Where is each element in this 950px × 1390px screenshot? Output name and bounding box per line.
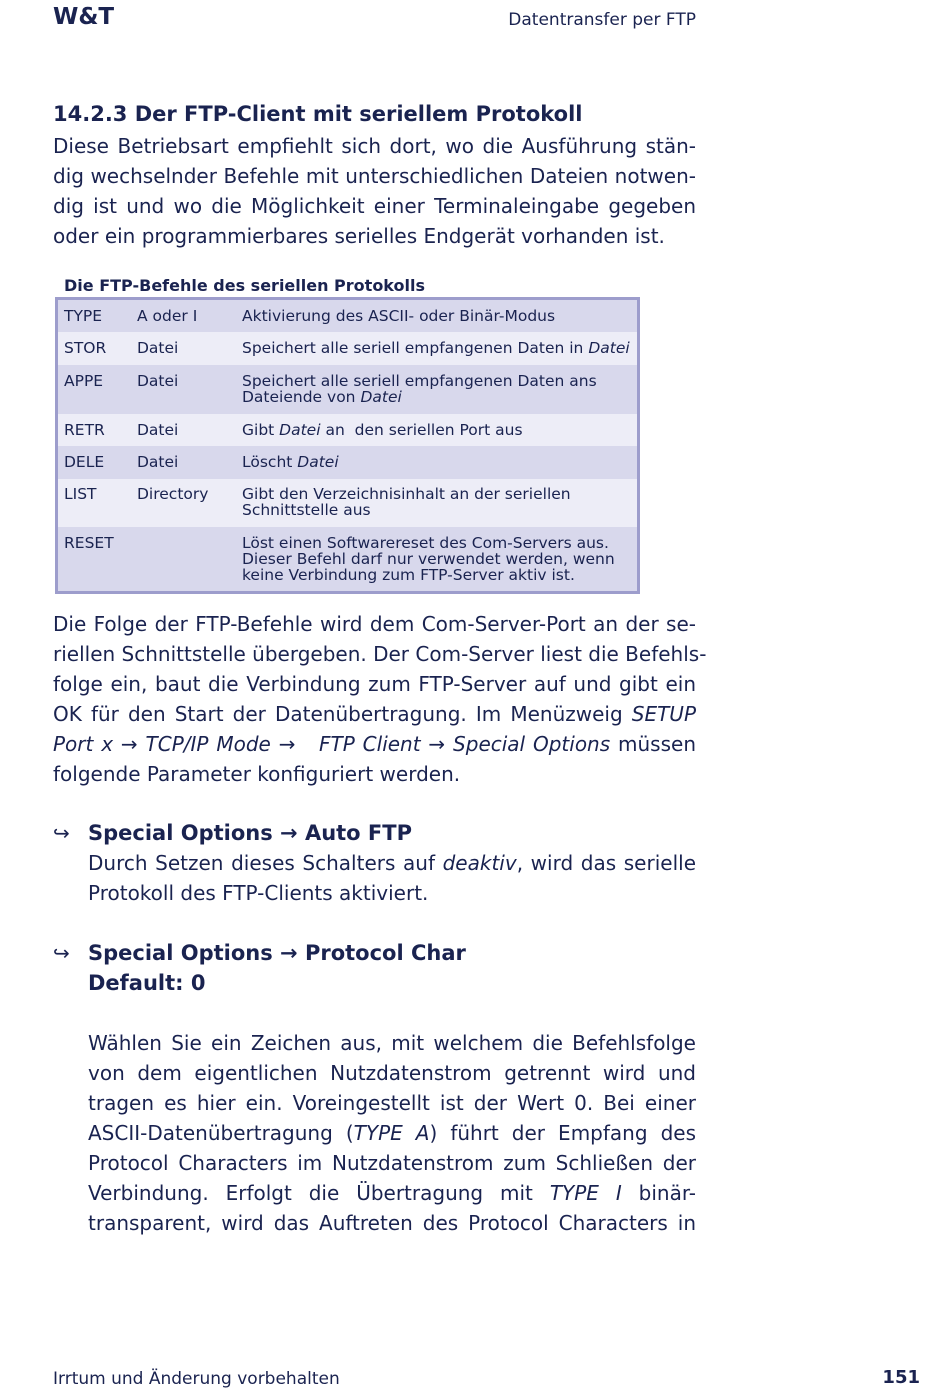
table-row (58, 332, 637, 365)
option-description (88, 1028, 696, 1238)
intro-line: dig wechselnder Befehle mit unterschiedlichen Dateien notwen- (53, 164, 696, 188)
page-number: 151 (882, 1367, 920, 1388)
command-cell: TYPE (64, 307, 103, 325)
intro-line: dig ist und wo die Möglichkeit einer Terminaleingabe gegeben (53, 194, 696, 218)
command-cell: APPE (64, 372, 104, 390)
table-row (58, 527, 637, 591)
running-head: Datentransfer per FTP (508, 10, 696, 30)
intro-line: oder ein programmierbares serielles Endgerät vorhanden ist. (53, 224, 665, 248)
argument-cell: A oder I (137, 307, 198, 325)
command-cell: RETR (64, 421, 105, 439)
argument-cell: Datei (137, 339, 179, 357)
hook-arrow-icon: ↪ (53, 821, 70, 845)
paragraph-line: Port x → TCP/IP Mode → FTP Client → Special Options müssen (53, 732, 696, 756)
option-heading: Special Options → Protocol Char (88, 941, 466, 965)
intro-paragraph (53, 131, 696, 251)
option-line: Protocol Characters im Nutzdatenstrom zum Schließen der (88, 1151, 696, 1175)
option-protocol-char (53, 938, 696, 1238)
option-heading: Special Options → Auto FTP (88, 821, 412, 845)
table-row (58, 479, 637, 527)
command-cell: STOR (64, 339, 107, 357)
command-cell: LIST (64, 485, 97, 503)
ftp-command-table (55, 297, 640, 594)
table-row (58, 365, 637, 414)
hook-arrow-icon: ↪ (53, 941, 70, 965)
table-row (58, 300, 637, 332)
paragraph-line: Die Folge der FTP-Befehle wird dem Com-Server-Port an der se- (53, 612, 696, 636)
table-row (58, 446, 637, 479)
argument-cell (137, 535, 242, 591)
description-cell: Speichert alle seriell empfangenen Daten ans Dateiende von Datei (242, 372, 597, 406)
option-line: ASCII-Datenübertragung (TYPE A) führt der Empfang des (88, 1121, 696, 1145)
paragraph-line: folge ein, baut die Verbindung zum FTP-Server auf und gibt ein (53, 672, 696, 696)
command-cell: DELE (64, 453, 105, 471)
option-line: Verbindung. Erfolgt die Übertragung mit TYPE I binär- (88, 1181, 697, 1205)
argument-cell: Directory (137, 485, 209, 503)
body-paragraph (53, 609, 707, 789)
intro-line: Diese Betriebsart empfiehlt sich dort, wo die Ausführung stän- (53, 134, 696, 158)
brand-logo: W&T (53, 4, 115, 30)
table-row (58, 414, 637, 446)
paragraph-line: riellen Schnittstelle übergeben. Der Com-Server liest die Befehls- (53, 642, 707, 666)
description-cell: Aktivierung des ASCII- oder Binär-Modus (242, 307, 556, 325)
paragraph-line: OK für den Start der Datenübertragung. Im Menüzweig SETUP (53, 702, 696, 726)
section-title: 14.2.3 Der FTP-Client mit seriellem Protokoll (53, 102, 583, 126)
command-cell: RESET (64, 534, 114, 552)
description-cell: Löst einen Softwarereset des Com-Servers aus. Dieser Befehl darf nur verwendet werden, wenn keine Verbindung zum FTP-Server aktiv ist. (242, 534, 615, 584)
option-line: von dem eigentlichen Nutzdatenstrom getrennt wird und (88, 1061, 696, 1085)
option-line: Wählen Sie ein Zeichen aus, mit welchem die Befehlsfolge (88, 1031, 696, 1055)
description-cell: Löscht Datei (242, 453, 339, 471)
option-default: Default: 0 (88, 971, 206, 995)
argument-cell: Datei (137, 421, 179, 439)
description-cell: Speichert alle seriell empfangenen Daten in Datei (242, 339, 630, 357)
option-line: tragen es hier ein. Voreingestellt ist der Wert 0. Bei einer (88, 1091, 696, 1115)
option-line: Protokoll des FTP-Clients aktiviert. (88, 881, 429, 905)
argument-cell: Datei (137, 372, 179, 390)
table-caption: Die FTP-Befehle des seriellen Protokolls (64, 276, 425, 295)
footer-note: Irrtum und Änderung vorbehalten (53, 1369, 340, 1389)
description-cell: Gibt den Verzeichnisinhalt an der seriellen Schnittstelle aus (242, 485, 571, 519)
paragraph-line: folgende Parameter konfiguriert werden. (53, 762, 461, 786)
option-line: transparent, wird das Auftreten des Protocol Characters in (88, 1211, 696, 1235)
argument-cell: Datei (137, 453, 179, 471)
description-cell: Gibt Datei an den seriellen Port aus (242, 421, 523, 439)
option-line: Durch Setzen dieses Schalters auf deaktiv, wird das serielle (88, 851, 696, 875)
option-auto-ftp (53, 818, 696, 908)
